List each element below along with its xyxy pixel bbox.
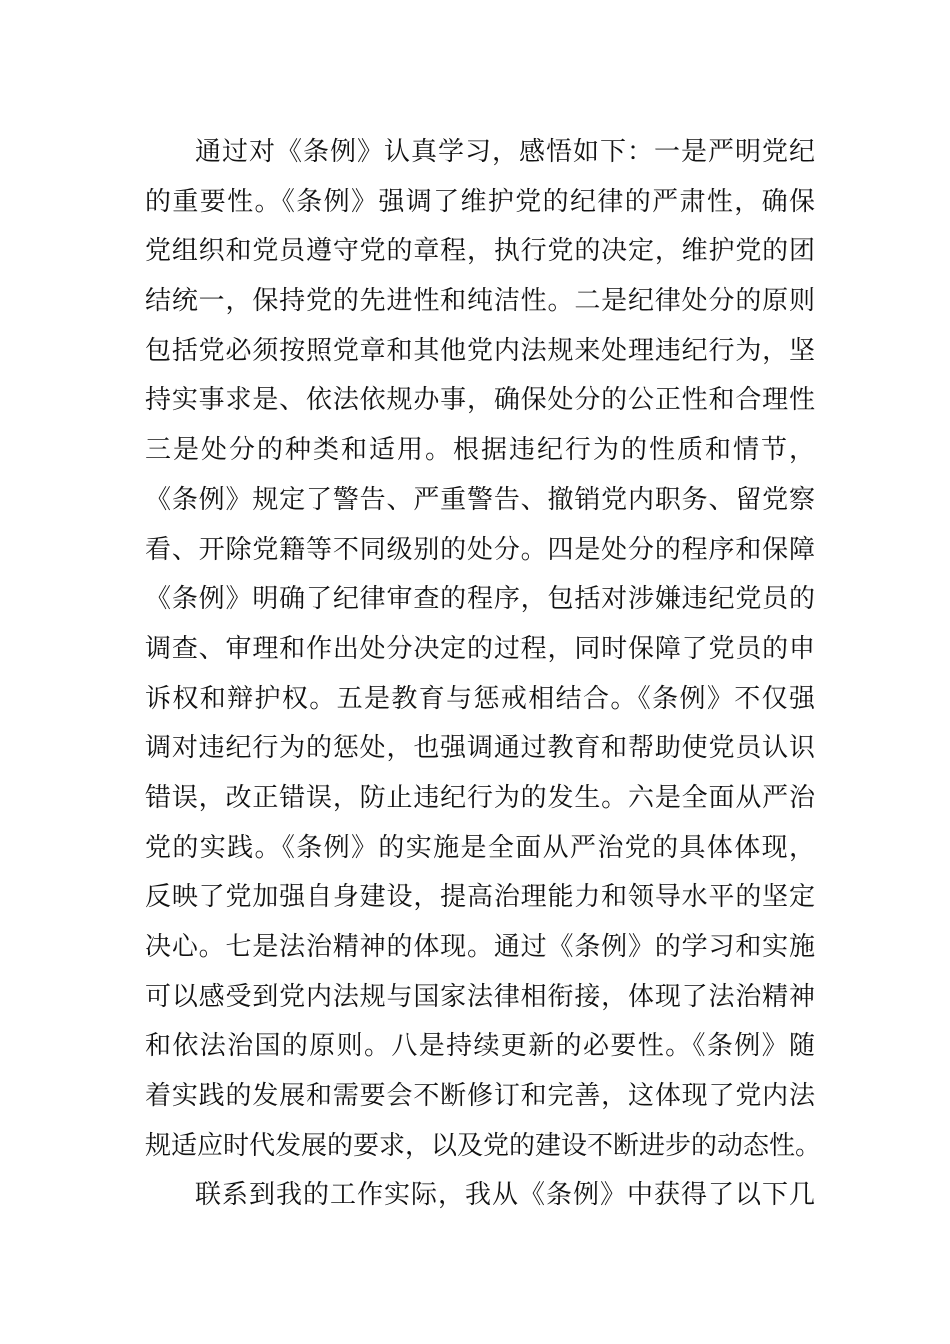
line-text: 和依法治国的原则。八是持续更新的必要性。《条例》随 (145, 1031, 815, 1062)
line-text: 看、开除党籍等不同级别的处分。四是处分的程序和保障 (145, 534, 815, 565)
line-text: 诉权和辩护权。五是教育与惩戒相结合。《条例》不仅强 (145, 683, 815, 714)
paragraph-line (145, 824, 815, 874)
paragraph-line (145, 476, 815, 526)
paragraph-line (145, 724, 815, 774)
line-text: 错误，改正错误，防止违纪行为的发生。六是全面从严治 (145, 782, 815, 813)
paragraph-line (145, 1171, 815, 1221)
document-body (145, 128, 822, 1221)
line-text: 决心。七是法治精神的体现。通过《条例》的学习和实施 (145, 932, 815, 962)
paragraph-line (145, 873, 815, 923)
paragraph-line (145, 923, 815, 973)
paragraph-line (145, 426, 815, 476)
line-text: 党组织和党员遵守党的章程，执行党的决定，维护党的团 (145, 236, 815, 267)
paragraph-line (145, 973, 815, 1023)
paragraph-line (145, 178, 815, 228)
line-text: 《条例》明确了纪律审查的程序，包括对涉嫌违纪党员的 (145, 584, 815, 615)
line-text: 党的实践。《条例》的实施是全面从严治党的具体体现， (145, 832, 815, 863)
paragraph-line (145, 277, 815, 327)
line-text: 的重要性。《条例》强调了维护党的纪律的严肃性，确保 (145, 186, 815, 217)
paragraph-line (145, 625, 815, 675)
line-text: 反映了党加强自身建设，提高治理能力和领导水平的坚定 (145, 882, 815, 913)
paragraph-line (145, 1072, 815, 1122)
line-text: 调查、审理和作出处分决定的过程，同时保障了党员的申 (145, 633, 815, 664)
paragraph-line (145, 1022, 815, 1072)
line-text: 持实事求是、依法依规办事，确保处分的公正性和合理性 (145, 385, 815, 416)
paragraph-line (145, 1122, 822, 1172)
paragraph-line (145, 376, 815, 426)
line-text: 规适应时代发展的要求，以及党的建设不断进步的动态性。 (145, 1130, 822, 1161)
paragraph-line (145, 128, 815, 178)
line-text: 联系到我的工作实际，我从《条例》中获得了以下几 (195, 1180, 815, 1211)
paragraph-line (145, 774, 815, 824)
line-text: 着实践的发展和需要会不断修订和完善，这体现了党内法 (145, 1081, 815, 1112)
line-text: 调对违纪行为的惩处，也强调通过教育和帮助使党员认识 (145, 733, 815, 764)
line-text: 包括党必须按照党章和其他党内法规来处理违纪行为，坚 (145, 335, 815, 366)
paragraph-line (145, 526, 815, 576)
line-text: 《条例》规定了警告、严重警告、撤销党内职务、留党察 (145, 484, 815, 515)
paragraph-line (145, 575, 815, 625)
line-text: 可以感受到党内法规与国家法律相衔接，体现了法治精神 (145, 981, 815, 1012)
paragraph-line (145, 327, 815, 377)
paragraph-line (145, 227, 815, 277)
line-text: 三是处分的种类和适用。根据违纪行为的性质和情节， (145, 435, 815, 466)
line-text: 通过对《条例》认真学习，感悟如下：一是严明党纪 (195, 137, 815, 167)
paragraph-line (145, 675, 815, 725)
line-text: 结统一，保持党的先进性和纯洁性。二是纪律处分的原则 (145, 286, 815, 317)
